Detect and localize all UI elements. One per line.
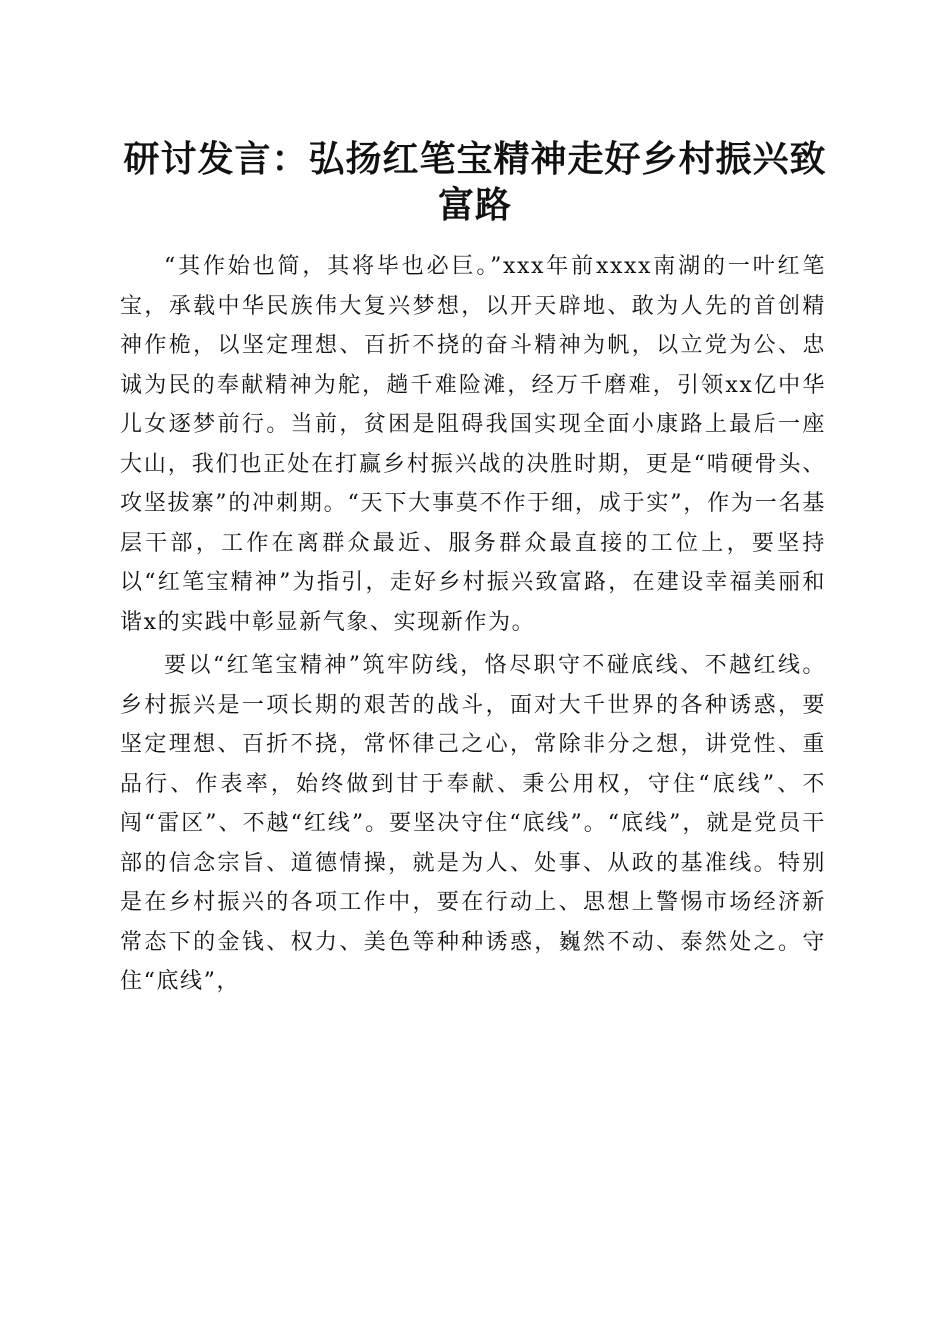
paragraph-1: “其作始也简，其将毕也必巨。”xxx年前xxxx南湖的一叶红笔宝，承载中华民族伟大复兴梦想，以开天辟地、敢为人先的首创精神作桅，以坚定理想、百折不挠的奋斗精神为帆，以立党为公、忠诚为民的奉献精神为舵，趟千难险滩，经万千磨难，引领xx亿中华儿女逐梦前行。当前，贫困是阻碍我国实现全面小康路上最后一座大山，我们也正处在打赢乡村振兴战的决胜时期，更是“啃硬骨头、攻坚拔寨”的冲刺期。“天下大事莫不作于细，成于实”，作为一名基层干部，工作在离群众最近、服务群众最直接的工位上，要坚持以“红笔宝精神”为指引，走好乡村振兴致富路，在建设幸福美丽和谐x的实践中彰显新气象、实现新作为。 bbox=[120, 254, 826, 635]
paragraph-2: 要以“红笔宝精神”筑牢防线，恪尽职守不碰底线、不越红线。乡村振兴是一项长期的艰苦的战斗，面对大千世界的各种诱惑，要坚定理想、百折不挠，常怀律己之心，常除非分之想，讲党性、重品行、作表率，始终做到甘于奉献、秉公用权，守住“底线”、不闯“雷区”、不越“红线”。要坚决守住“底线”。“底线”，就是党员干部的信念宗旨、道德情操，就是为人、处事、从政的基准线。特别是在乡村振兴的各项工作中，要在行动上、思想上警惕市场经济新常态下的金钱、权力、美色等种种诱惑，巍然不动、泰然处之。守住“底线”， bbox=[120, 653, 826, 994]
document-title: 研讨发言：弘扬红笔宝精神走好乡村振兴致富路 bbox=[123, 138, 827, 226]
document-body bbox=[120, 247, 826, 1006]
